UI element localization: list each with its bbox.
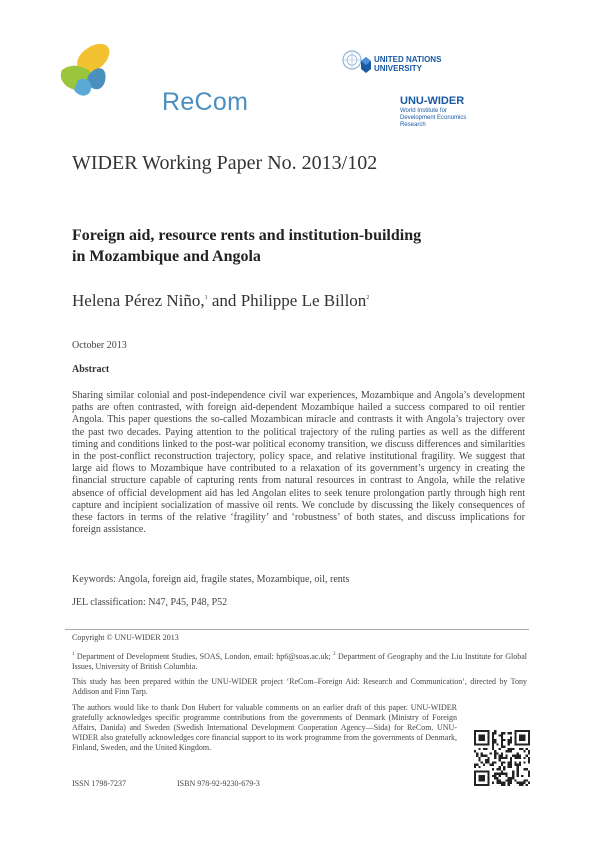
abstract-body: Sharing similar colonial and post-independence civil war experiences, Mozambique and Angola’s development paths are often contrasted, with foreign aid-dependent Mozambique hailed a success compared to oil rentier Angola. This paper questions the so-called Mozambican miracle and contrasts it with Angola’s trajectory over the past two decades. Paying attention to the political trajectory of the ruling parties as well as the different timing and conditions linked to the post-war political economy transition, we discuss differences and similarities in the post-conflict reconstruction trajectory, policy space, and relative institutional fragility. We suggest that large aid flows to Mozambique have contributed to a relaxation of its government’s urgency in creating the financial structure capable of capturing rents from natural resources in contrast to Angola, while the relative absence of official development aid has led Angolan elites to seek tenure prolongation partly through high rent capture and incipient socialization of massive oil rents. We conclude by discussing the likely consequences of these factors in terms of the relative ‘fragility’ and ‘robustness’ of both states, and discuss implications for foreign assistance. [72,390,525,536]
authors [72,291,369,311]
title-line: in Mozambique and Angola [72,248,261,265]
copyright: Copyright © UNU-WIDER 2013 [72,633,179,642]
footnote-text: Department of Development Studies, SOAS, London, email: hp6@soas.ac.uk; [74,652,331,661]
author-footnote-mark: 1 [204,295,208,301]
footnote-acknowledgements: The authors would like to thank Don Hubert for valuable comments on an earlier draft of this paper. UNU-WIDER gratefully acknowledges specific programme contributions from the governments of Denmark (Ministry of Foreign Affairs, Danida) and Sweden (Swedish International Development Cooperation Agency—Sida) for ReCom. UNU-WIDER also gratefully acknowledges core financial support to its work programme from the governments of Denmark, Finland, Sweden, and the United Kingdom. [72,703,457,752]
un-emblem-icon [341,49,363,71]
unu-line: UNITED NATIONS [374,55,442,64]
unu-wider-title: UNU-WIDER [400,95,465,107]
keywords: Keywords: Angola, foreign aid, fragile states, Mozambique, oil, rents [72,574,350,585]
unu-logo [374,55,441,73]
footnote-mark: 1 [72,652,75,657]
author-conjunction: and [207,291,241,310]
isbn: ISBN 978-92-9230-679-3 [177,779,260,788]
author-name: Helena Pérez Niño, [72,291,205,310]
series-title: WIDER Working Paper No. 2013/102 [72,152,378,174]
author-footnote-mark: 2 [366,295,370,301]
paper-title [72,225,492,267]
recom-logo [58,40,249,116]
footnote-text: Department of Geography and the Liu Institute for Global Issues, University of British Columbia. [72,652,528,671]
footnote-mark: 2 [333,652,336,657]
unu-line: UNIVERSITY [374,64,423,73]
abstract-heading: Abstract [72,364,110,375]
footnote-project: This study has been prepared within the UNU-WIDER project ‘ReCom–Foreign Aid: Research and Communication’, directed by Tony Addison and Finn Tarp. [72,677,527,696]
qr-code-icon [474,730,530,786]
un-emblem [341,49,363,71]
unu-cube-icon [361,57,371,73]
recom-wordmark: ReCom [162,88,249,116]
footnote-divider [65,629,529,630]
title-line: Foreign aid, resource rents and institution-building [72,227,422,244]
unu-wider-subtitle: World Institute for Development Economics Research [400,108,467,128]
publication-date: October 2013 [72,340,127,351]
author-name: Philippe Le Billon [240,291,367,310]
jel-classification: JEL classification: N47, P45, P48, P52 [72,597,228,608]
footnote-affiliations [72,650,527,672]
recom-logo-icon [58,40,168,110]
qr-code[interactable] [474,730,530,786]
issn: ISSN 1798-7237 [72,779,127,788]
